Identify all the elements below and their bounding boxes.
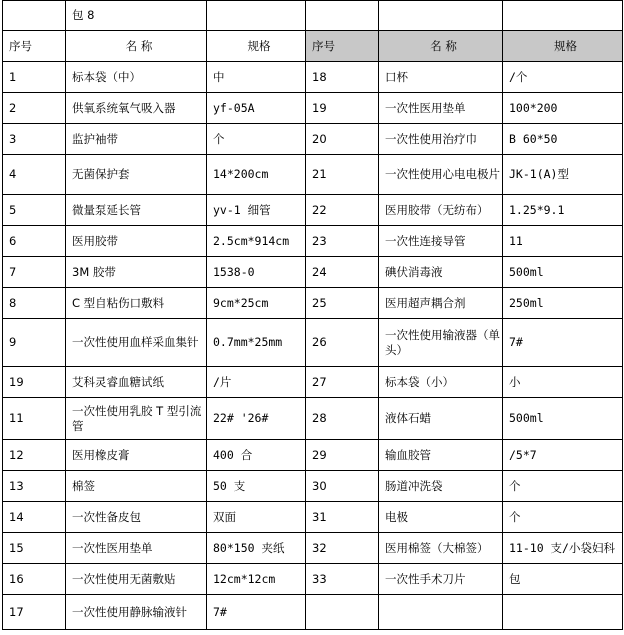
cell-name-right <box>379 595 503 630</box>
cell-no-right: 30 <box>306 471 379 502</box>
cell-spec-right <box>503 595 623 630</box>
cell-spec-right: 7# <box>503 319 623 367</box>
cell-no-left: 14 <box>3 502 66 533</box>
cell-spec-left: 22# '26# <box>207 398 306 440</box>
cell-name-left: 一次性医用垫单 <box>66 533 207 564</box>
cell-name-right: 标本袋（小） <box>379 367 503 398</box>
cell-name-left: 一次性使用乳胶 T 型引流管 <box>66 398 207 440</box>
cell-spec-right: 1.25*9.1 <box>503 195 623 226</box>
cell-no-right: 25 <box>306 288 379 319</box>
header-name-left: 名 称 <box>66 31 207 62</box>
table-row <box>3 195 623 226</box>
cell-name-right: 肠道冲洗袋 <box>379 471 503 502</box>
cell-name-left: 3M 胶带 <box>66 257 207 288</box>
table-row <box>3 62 623 93</box>
cell-name-left: 一次性使用血样采血集针 <box>66 319 207 367</box>
cell-no-left: 2 <box>3 93 66 124</box>
header-no-left: 序号 <box>3 31 66 62</box>
cell-no-left: 13 <box>3 471 66 502</box>
cell-spec-right: 个 <box>503 502 623 533</box>
cell-no-left: 9 <box>3 319 66 367</box>
package-title: 包 8 <box>66 1 207 31</box>
cell-name-left: 棉签 <box>66 471 207 502</box>
cell-spec-left: 个 <box>207 124 306 155</box>
cell-name-left: 一次性使用无菌敷贴 <box>66 564 207 595</box>
cell-spec-left: 2.5cm*914cm <box>207 226 306 257</box>
cell-no-right: 18 <box>306 62 379 93</box>
cell-spec-right: /个 <box>503 62 623 93</box>
cell-name-left: 医用橡皮膏 <box>66 440 207 471</box>
cell-name-left: 标本袋（中） <box>66 62 207 93</box>
cell-no-left: 5 <box>3 195 66 226</box>
cell-spec-left: 1538-0 <box>207 257 306 288</box>
cell-name-right: 输血胶管 <box>379 440 503 471</box>
cell-no-right: 32 <box>306 533 379 564</box>
cell-name-right: 一次性使用治疗巾 <box>379 124 503 155</box>
cell-name-right: 一次性使用输液器（单头） <box>379 319 503 367</box>
cell-no-left: 19 <box>3 367 66 398</box>
cell-spec-right: 500ml <box>503 398 623 440</box>
table-row <box>3 502 623 533</box>
cell-name-right: 医用超声耦合剂 <box>379 288 503 319</box>
cell-no-left: 6 <box>3 226 66 257</box>
cell-spec-right: B 60*50 <box>503 124 623 155</box>
title-row <box>3 1 623 31</box>
table-row <box>3 226 623 257</box>
table-row <box>3 398 623 440</box>
cell-spec-left: 400 合 <box>207 440 306 471</box>
cell-no-left: 17 <box>3 595 66 630</box>
cell-spec-left: 7# <box>207 595 306 630</box>
table-row <box>3 533 623 564</box>
cell-no-left: 7 <box>3 257 66 288</box>
cell-name-left: 医用胶带 <box>66 226 207 257</box>
cell-spec-left: yv-1 细管 <box>207 195 306 226</box>
cell-spec-right: 小 <box>503 367 623 398</box>
cell-no-right: 31 <box>306 502 379 533</box>
cell-spec-left: yf-05A <box>207 93 306 124</box>
supply-table <box>2 0 623 630</box>
cell-no-left: 12 <box>3 440 66 471</box>
cell-spec-right: 500ml <box>503 257 623 288</box>
cell-no-right: 33 <box>306 564 379 595</box>
cell-name-left: 艾科灵睿血糖试纸 <box>66 367 207 398</box>
header-spec-right: 规格 <box>503 31 623 62</box>
cell-no-right: 26 <box>306 319 379 367</box>
cell-name-left: 一次性备皮包 <box>66 502 207 533</box>
cell-name-right: 一次性手术刀片 <box>379 564 503 595</box>
table-row <box>3 564 623 595</box>
cell-no-right: 21 <box>306 155 379 195</box>
header-name-right: 名 称 <box>379 31 503 62</box>
table-row <box>3 471 623 502</box>
cell-no-left: 1 <box>3 62 66 93</box>
cell-no-right: 19 <box>306 93 379 124</box>
cell-spec-left: 0.7mm*25mm <box>207 319 306 367</box>
cell-spec-left: 双面 <box>207 502 306 533</box>
cell-name-right: 电极 <box>379 502 503 533</box>
cell-spec-left: 14*200cm <box>207 155 306 195</box>
cell-spec-right: 11 <box>503 226 623 257</box>
cell-name-right: 液体石蜡 <box>379 398 503 440</box>
cell-spec-right: JK-1(A)型 <box>503 155 623 195</box>
cell-no-left: 8 <box>3 288 66 319</box>
table-row <box>3 93 623 124</box>
title-cell-empty <box>3 1 66 31</box>
cell-spec-left: 50 支 <box>207 471 306 502</box>
cell-no-left: 4 <box>3 155 66 195</box>
cell-no-left: 3 <box>3 124 66 155</box>
table-row <box>3 440 623 471</box>
table-row <box>3 595 623 630</box>
cell-name-left: C 型自粘伤口敷料 <box>66 288 207 319</box>
cell-spec-right: 个 <box>503 471 623 502</box>
cell-name-right: 一次性连接导管 <box>379 226 503 257</box>
cell-name-left: 供氧系统氧气吸入器 <box>66 93 207 124</box>
header-row <box>3 31 623 62</box>
table-row <box>3 367 623 398</box>
table-row <box>3 288 623 319</box>
cell-spec-right: 11-10 支/小袋妇科 <box>503 533 623 564</box>
header-spec-left: 规格 <box>207 31 306 62</box>
cell-no-left: 11 <box>3 398 66 440</box>
cell-name-left: 监护袖带 <box>66 124 207 155</box>
table-row <box>3 124 623 155</box>
cell-name-right: 碘伏消毒液 <box>379 257 503 288</box>
cell-name-right: 一次性使用心电电极片 <box>379 155 503 195</box>
cell-spec-left: 中 <box>207 62 306 93</box>
cell-no-right: 20 <box>306 124 379 155</box>
cell-no-right <box>306 595 379 630</box>
cell-spec-right: /5*7 <box>503 440 623 471</box>
table-row <box>3 257 623 288</box>
cell-no-right: 24 <box>306 257 379 288</box>
cell-no-right: 28 <box>306 398 379 440</box>
header-no-right: 序号 <box>306 31 379 62</box>
cell-no-right: 27 <box>306 367 379 398</box>
cell-no-right: 22 <box>306 195 379 226</box>
table-row <box>3 319 623 367</box>
cell-spec-left: 12cm*12cm <box>207 564 306 595</box>
cell-name-right: 口杯 <box>379 62 503 93</box>
cell-name-left: 无菌保护套 <box>66 155 207 195</box>
cell-spec-left: /片 <box>207 367 306 398</box>
cell-name-right: 医用胶带（无纺布） <box>379 195 503 226</box>
cell-no-right: 23 <box>306 226 379 257</box>
cell-spec-right: 包 <box>503 564 623 595</box>
cell-name-left: 微量泵延长管 <box>66 195 207 226</box>
cell-name-right: 一次性医用垫单 <box>379 93 503 124</box>
cell-no-left: 15 <box>3 533 66 564</box>
table-row <box>3 155 623 195</box>
cell-no-right: 29 <box>306 440 379 471</box>
cell-spec-right: 100*200 <box>503 93 623 124</box>
cell-spec-right: 250ml <box>503 288 623 319</box>
cell-name-left: 一次性使用静脉输液针 <box>66 595 207 630</box>
cell-name-right: 医用棉签（大棉签） <box>379 533 503 564</box>
cell-spec-left: 80*150 夹纸 <box>207 533 306 564</box>
cell-no-left: 16 <box>3 564 66 595</box>
cell-spec-left: 9cm*25cm <box>207 288 306 319</box>
